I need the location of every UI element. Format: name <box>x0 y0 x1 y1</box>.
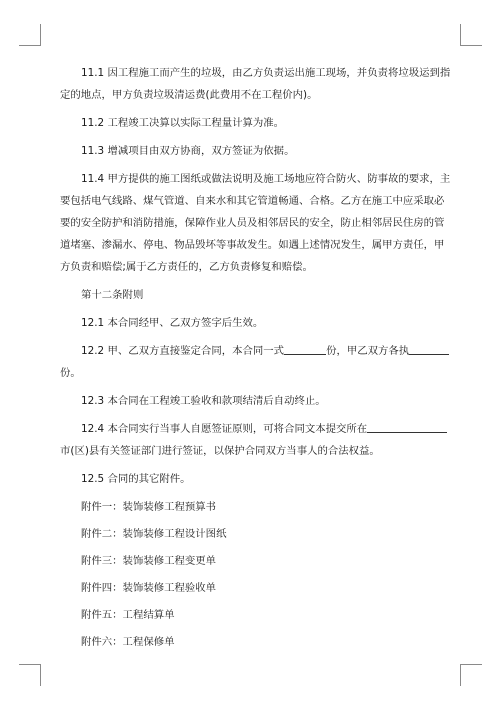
crop-mark-top-left <box>19 24 41 46</box>
clause-12-1 <box>60 312 442 334</box>
attachment-item <box>60 631 442 653</box>
clause-line: 要包括电气线路、煤气管道、自来水和其它管道畅通、合格。乙方在施工中应采取必 <box>60 195 445 207</box>
crop-mark-top-right <box>460 24 482 46</box>
copies-each-blank[interactable] <box>409 342 449 355</box>
clause-12-3 <box>60 390 442 412</box>
article-title-text: 第十二条附则 <box>81 289 144 301</box>
clause-text: 12.3 本合同在工程竣工验收和款项结清后自动终止。 <box>81 395 326 407</box>
clause-text: 份，甲乙双方各执 <box>326 345 410 357</box>
attachment-item <box>60 523 442 545</box>
attachment-item <box>60 577 442 599</box>
attachment-text: 附件二：装饰装修工程设计图纸 <box>81 528 227 540</box>
clause-text: 11.2 工程竣工决算以实际工程量计算为准。 <box>81 117 285 129</box>
clause-12-4 <box>60 418 442 462</box>
clause-line: 要的安全防护和消防措施，保障作业人员及相邻居民的安全，防止相邻居民住房的管 <box>60 217 445 229</box>
clause-12-5 <box>60 468 442 490</box>
clause-line: 定的地点，甲方负责垃圾清运费(此费用不在工程价内)。 <box>60 89 318 101</box>
attachment-item <box>60 604 442 626</box>
clause-line: 份。 <box>60 367 81 379</box>
clause-line: 道堵塞、渗漏水、停电、物品毁坏等事故发生。如遇上述情况发生，属甲方责任，甲 <box>60 239 445 251</box>
article-12-title <box>60 284 442 306</box>
document-body <box>60 62 451 658</box>
clause-12-2 <box>60 340 442 384</box>
attachment-text: 附件一：装饰装修工程预算书 <box>81 501 217 513</box>
clause-line: 市(区)县有关签证部门进行签证，以保护合同双方当事人的合法权益。 <box>60 445 380 457</box>
clause-text: 12.5 合同的其它附件。 <box>81 473 191 485</box>
attachment-text: 附件五：工程结算单 <box>81 609 175 621</box>
clause-text: 12.1 本合同经甲、乙双方签字后生效。 <box>81 317 264 329</box>
attachment-text: 附件四：装饰装修工程验收单 <box>81 582 217 594</box>
clause-11-1 <box>60 62 451 106</box>
crop-mark-bottom-right <box>460 664 482 686</box>
attachment-item <box>60 496 442 518</box>
location-blank[interactable] <box>367 420 447 433</box>
clause-11-3 <box>60 140 442 162</box>
crop-mark-bottom-left <box>19 664 41 686</box>
attachment-text: 附件三：装饰装修工程变更单 <box>81 555 217 567</box>
attachment-text: 附件六：工程保修单 <box>81 636 175 648</box>
copies-blank[interactable] <box>284 342 326 355</box>
clause-11-2 <box>60 112 442 134</box>
clause-line <box>60 340 442 362</box>
clause-text: 12.4 本合同实行当事人自愿签证原则，可将合同文本提交所在 <box>81 423 368 435</box>
clause-line: 11.1 因工程施工而产生的垃圾，由乙方负责运出施工现场，并负责将垃圾运到指 <box>81 67 451 79</box>
attachment-item <box>60 550 442 572</box>
clause-text: 12.2 甲、乙双方直接鉴定合同，本合同一式 <box>81 345 285 357</box>
clause-line <box>60 418 442 440</box>
clause-text: 11.3 增减项目由双方协商，双方签证为依据。 <box>81 145 295 157</box>
clause-11-4 <box>60 168 451 278</box>
clause-line: 方负责和赔偿;属于乙方责任的，乙方负责修复和赔偿。 <box>60 261 313 273</box>
clause-line: 11.4 甲方提供的施工图纸或做法说明及施工场地应符合防火、防事故的要求，主 <box>81 173 451 185</box>
